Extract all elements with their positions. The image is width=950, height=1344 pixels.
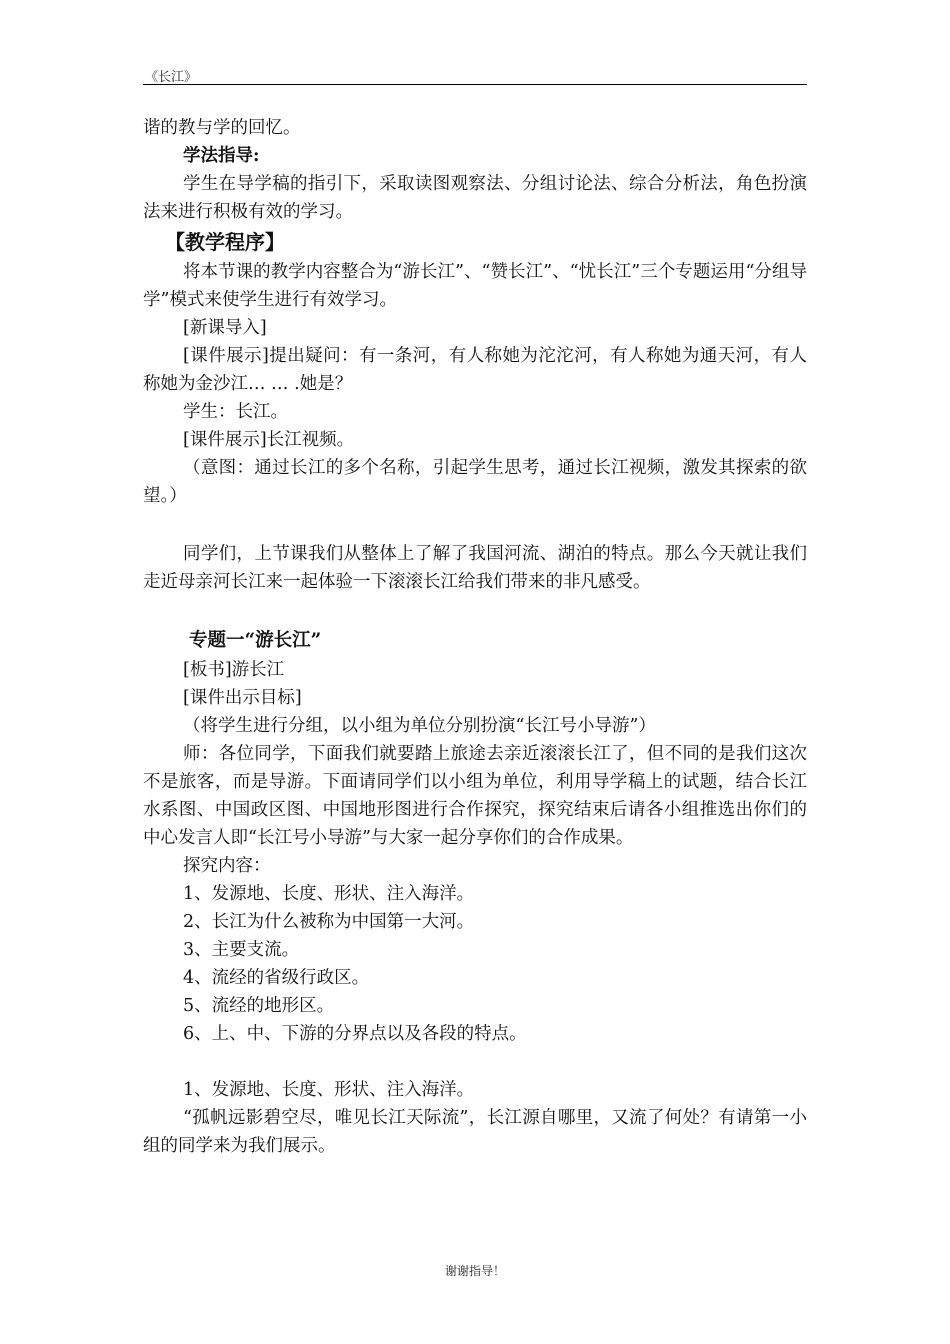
subheading-study-method: 学法指导: — [183, 146, 260, 166]
paragraph-study-method: 学生在导学稿的指引下，采取读图观察法、分组讨论法、综合分析法，角色扮演法来进行积极有效的学习。 — [143, 174, 807, 222]
list-item: 5、流经的地形区。 — [183, 996, 335, 1016]
paragraph-teacher: 师：各位同学，下面我们就要踏上旅途去亲近滚滚长江了，但不同的是我们这次不是旅客，而是导游。下面请同学们以小组为单位，利用导学稿上的试题，结合长江水系图、中国政区图、中国地形图进行合作探究，探究结束后请各小组推选出你们的中心发言人即“长江号小导游”与大家一起分享你们的合作成果。 — [143, 744, 807, 848]
footer-text: 谢谢指导！ — [444, 1264, 505, 1278]
paragraph-student-answer: 学生：长江。 — [183, 402, 288, 422]
paragraph-grouping: （将学生进行分组，以小组为单位分别扮演“长江号小导游”） — [183, 716, 656, 736]
list-item: 3、主要支流。 — [183, 940, 300, 960]
paragraph-item-one: 1、发源地、长度、形状、注入海洋。 — [183, 1080, 475, 1100]
paragraph-topics: 将本节课的教学内容整合为“游长江”、“赞长江”、“忧长江”三个专题运用“分组导学”模式来使学生进行有效学习。 — [143, 262, 807, 310]
paragraph-blackboard: [板书]游长江 — [183, 660, 285, 680]
list-item: 2、长江为什么被称为中国第一大河。 — [183, 912, 475, 932]
paragraph-intent: （意图：通过长江的多个名称，引起学生思考，通过长江视频，激发其探索的欲望。） — [143, 458, 807, 506]
paragraph-poem-prompt: “孤帆远影碧空尽，唯见长江天际流”，长江源自哪里，又流了何处？有请第一小组的同学来为我们展示。 — [143, 1108, 807, 1156]
paragraph-courseware-question: [课件展示]提出疑问：有一条河，有人称她为沱沱河，有人称她为通天河，有人称她为金沙江… … .她是？ — [143, 346, 807, 394]
paragraph-continuation: 谐的教与学的回忆。 — [143, 118, 301, 138]
list-item: 4、流经的省级行政区。 — [183, 968, 370, 988]
paragraph-show-goals: [课件出示目标] — [183, 688, 302, 708]
paragraph-explore-label: 探究内容： — [183, 856, 271, 876]
list-item: 6、上、中、下游的分界点以及各段的特点。 — [183, 1024, 527, 1044]
header-divider — [143, 84, 807, 85]
paragraph-new-lesson: [新课导入] — [183, 318, 267, 338]
paragraph-courseware-video: [课件展示]长江视频。 — [183, 430, 355, 450]
header-title: 《长江》 — [145, 70, 198, 85]
paragraph-introduction: 同学们，上节课我们从整体上了解了我国河流、湖泊的特点。那么今天就让我们走近母亲河长江来一起体验一下滚滚长江给我们带来的非凡感受。 — [143, 544, 807, 592]
list-item: 1、发源地、长度、形状、注入海洋。 — [183, 884, 475, 904]
document-body — [143, 114, 807, 1160]
heading-teaching-procedure: 【教学程序】 — [165, 230, 285, 254]
heading-topic-one: 专题一“游长江” — [189, 630, 322, 651]
